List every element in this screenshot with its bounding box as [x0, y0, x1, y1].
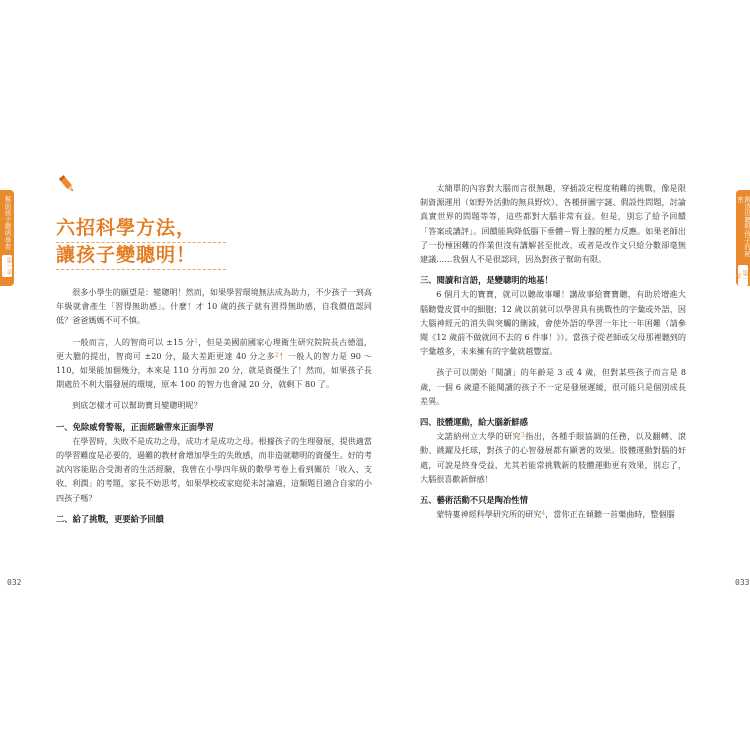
paragraph: 6 個月大的寶寶，就可以聽故事囉！講故事給寶寶聽，有助於增進大腦聽覺皮質中的細胞；12 歲以前就可以學習具有挑戰性的字彙或外語，因大腦神經元的消失與突觸的刪減，會使外語的學習一年比一年困難（請參閱《12 歲前不做就回不去的 6 件事！》）。當孩子從老師或父母那裡聽到的字彙越多，未來擁有的字彙就越豐富。: [420, 289, 686, 357]
page-number-left: 032: [7, 578, 22, 587]
chapter-tab-right-text: 創造出聰明孩子的秘密: [736, 196, 750, 258]
paragraph-text: 一般而言，人的智商可以 ±15 分: [72, 336, 195, 347]
title-underline-2: [56, 268, 226, 270]
paragraph-text: 指出，各種手眼協調的任務，以及翻轉、滾動、跳躍及托球，對孩子的心智發展都有顯著的效果。肢體運動對腦的好處，可說是終身受益，尤其若能常挑戰新的肢體運動更有效果，別忘了，大腦很喜歡新鮮感！: [420, 431, 686, 484]
title-line-2: 讓孩子變聰明！: [56, 244, 197, 266]
paragraph: [420, 429, 686, 486]
paragraph-text: ，但是美國前國家心理衛生研究院院長古德溫，更大膽的提出，智商可 ±20 分，最大差距更達 40 分之多: [56, 336, 372, 361]
footnote-ref: 2: [274, 351, 279, 359]
paragraph-text: 蒙特婁神經科學研究所的研究: [436, 509, 542, 520]
paragraph: 太簡單的內容對大腦而言很無趣，穿插設定程度稍難的挑戰，像是限制資源運用（如野外活動的無具野炊）、各種拼圖字謎、假設性問題，討論真實世界的問題等等，這些都對大腦非常有益。但是，別忘了給予回饋「答案或講評」。回饋能夠降低腦下垂體－腎上腺的壓力反應。如果老師出了一份極困難的作業但沒有講解甚至批改，或者是改作文只給分數卻毫無建議……我個人不是很認同，因為對孩子幫助有限。: [420, 183, 686, 265]
pencil-icon: [56, 173, 78, 195]
paragraph-text: ！一般人的智力是 90 ～ 110，如果能加個幾分，本來是 110 分再加 20 分，就是資優生了！然而，如果孩子長期處於不利大腦發展的環境，原本 100 的智力也會減 20 分，就剩下 80 了。: [56, 350, 372, 390]
paragraph: 孩子可以開始「閱讀」的年齡是 3 或 4 歲，但對某些孩子而言是 8 歲，一個 6 歲還不能閱讀的孩子不一定是發展遲緩，很可能只是個別成長差異。: [420, 367, 686, 406]
paragraph-text: 文諾納州立大學的研究: [436, 431, 521, 442]
paragraph-text: ，當你正在傾聽一首樂曲時，整個腦: [545, 509, 675, 520]
footnote-ref: 1: [194, 337, 199, 345]
paragraph: [56, 335, 372, 392]
page-number-right: 033: [735, 578, 750, 587]
subheading: 四、肢體運動，給大腦新鮮感: [420, 417, 528, 428]
title-line-1: 六招科學方法，: [56, 217, 197, 239]
chapter-tab-right-chapter: 第一章: [738, 265, 748, 286]
subheading: 二、給了挑戰，更要給予回饋: [56, 513, 164, 524]
chapter-tab-left: [0, 190, 14, 286]
footnote-ref: 4: [541, 510, 546, 518]
paragraph: 到底怎樣才可以幫助寶貝變聰明呢？: [72, 400, 202, 411]
paragraph: 在學習時，失敗不是成功之母，成功才是成功之母。根據孩子的生理發展，提供適當的學習難度是必要的，過難的教材會增加學生的失敗感，而非造就聰明的資優生。好的考試內容能貼合受測者的生活經驗，我曾在小學四年級的數學考卷上看到關於「收入、支收、利潤」的考題，家長不妨思考，如果學校或家庭從未討論過，這類題目適合自家的小四孩子嗎？: [56, 435, 372, 503]
left-body: [56, 285, 372, 526]
subheading: 五、藝術活動不只是陶冶性情: [420, 495, 528, 506]
footnote-ref: 3: [521, 432, 525, 440]
chapter-tab-right: [736, 190, 750, 286]
title-underline-1: [56, 241, 226, 243]
paragraph: 很多小學生的願望是：變聰明！然而，如果學習環境無法成為助力，不少孩子一到高年級就會產生「習得無助感」。什麼！才 10 歲的孩子就有習得無助感，自我價值認同低？爸爸媽媽不可不慎。: [56, 287, 372, 326]
chapter-tab-left-text: 幫助孩子聰明學習: [3, 196, 11, 251]
chapter-tab-left-chapter: 第一章: [2, 255, 12, 277]
right-body: [420, 181, 686, 521]
subheading: 一、免除威脅警報，正面經驗帶來正面學習: [56, 421, 214, 432]
paragraph: [420, 507, 686, 521]
subheading: 三、閱讀和言語，是變聰明的地基！: [420, 275, 553, 286]
right-page: [372, 175, 718, 595]
left-page: [32, 175, 380, 595]
